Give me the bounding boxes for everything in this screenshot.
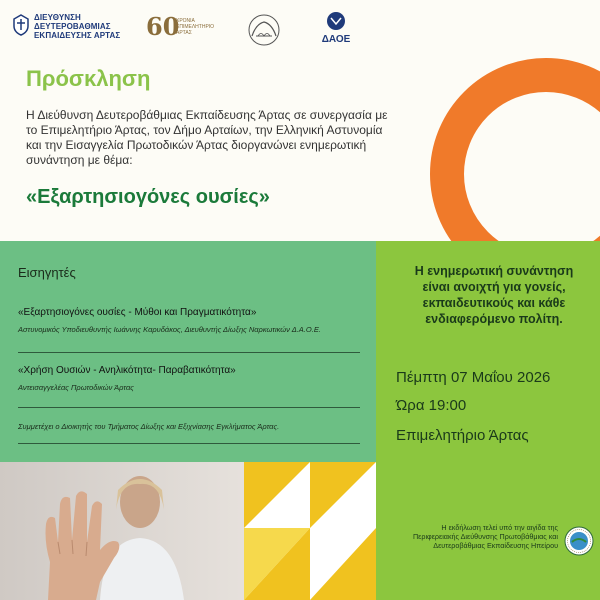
stop-hand-photo bbox=[0, 462, 244, 600]
open-line: είναι ανοιχτή για γονείς, bbox=[422, 280, 566, 294]
daoe-emblem-icon bbox=[316, 10, 356, 34]
auspice-line: Η εκδήλωση τελεί υπό την αιγίδα της bbox=[441, 523, 558, 532]
talk-title: «Χρήση Ουσιών - Ανηλικότητα- Παραβατικότητα» bbox=[18, 365, 236, 376]
dide-logo-line: ΕΚΠΑΙΔΕΥΣΗΣ ΑΡΤΑΣ bbox=[34, 31, 121, 40]
intro-line: Η Διεύθυνση Δευτεροβάθμιας Εκπαίδευσης Άρτας σε συνεργασία με bbox=[26, 108, 388, 122]
auspice-line: Δευτεροβάθμιας Εκπαίδευσης Ηπείρου bbox=[433, 541, 558, 550]
daoe-shield-icon bbox=[316, 10, 356, 50]
event-venue: Επιμελητήριο Άρτας bbox=[396, 427, 529, 444]
speakers-heading: Εισηγητές bbox=[18, 265, 76, 280]
event-time: Ώρα 19:00 bbox=[396, 397, 467, 414]
chamber-60-years-icon bbox=[146, 12, 224, 42]
divider bbox=[18, 407, 360, 408]
intro-line: συνάντηση με θέμα: bbox=[26, 153, 133, 167]
municipality-arta-icon bbox=[244, 12, 284, 48]
talk-item bbox=[18, 365, 358, 392]
dide-logo-line: ΔΙΕΥΘΥΝΣΗ bbox=[34, 13, 81, 22]
divider bbox=[18, 443, 360, 444]
intro-line: και την Εισαγγελία Πρωτοδικών Άρτας διοργανώνει ενημερωτική bbox=[26, 138, 367, 152]
daoe-logo-text: ΔΑΟΕ bbox=[321, 34, 351, 45]
logo-bar bbox=[0, 0, 600, 58]
page-title: Πρόσκληση bbox=[26, 66, 151, 91]
intro-line: το Επιμελητήριο Άρτας, τον Δήμο Αρταίων, την Ελληνική Αστυνομία bbox=[26, 123, 383, 137]
open-to-public-text bbox=[396, 263, 592, 327]
participation-note: Συμμετέχει ο Διοικητής του Τμήματος Δίωξης και Εξιχνίασης Εγκλήματος Άρτας. bbox=[18, 422, 280, 431]
region-epirus-seal-icon bbox=[564, 526, 594, 556]
talk-speaker: Αστυνομικός Υποδιευθυντής Ιωάννης Καρυδάκος, Διευθυντής Δίωξης Ναρκωτικών Δ.Α.Ο.Ε. bbox=[18, 325, 321, 334]
intro-paragraph bbox=[26, 108, 446, 168]
dide-logo-text bbox=[34, 13, 120, 40]
talk-title: «Εξαρτησιογόνες ουσίες - Μύθοι και Πραγματικότητα» bbox=[18, 307, 257, 318]
open-line: ενδιαφερόμενο πολίτη. bbox=[425, 312, 563, 326]
speakers-panel bbox=[0, 241, 376, 462]
open-line: Η ενημερωτική συνάντηση bbox=[414, 264, 574, 278]
open-line: εκπαιδευτικούς και κάθε bbox=[422, 296, 566, 310]
chamber-logo-number: 60 bbox=[146, 12, 180, 41]
event-topic: «Εξαρτησιογόνες ουσίες» bbox=[26, 186, 270, 208]
greek-eagle-emblem-icon bbox=[12, 14, 30, 36]
talk-speaker: Αντεισαγγελέας Πρωτοδικών Άρτας bbox=[18, 383, 134, 392]
dide-logo-line: ΔΕΥΤΕΡΟΒΑΘΜΙΑΣ bbox=[34, 22, 111, 31]
event-details-panel bbox=[376, 241, 600, 600]
auspice-line: Περιφερειακής Διεύθυνσης Πρωτοβάθμιας και bbox=[412, 532, 558, 541]
talk-item bbox=[18, 307, 358, 334]
auspice-text bbox=[386, 523, 558, 550]
event-date: Πέμπτη 07 Μαΐου 2026 bbox=[396, 369, 551, 386]
chamber-logo-text: ΧΡΟΝΙΑ ΕΠΙΜΕΛΗΤΗΡΙΟ ΑΡΤΑΣ bbox=[176, 18, 215, 36]
triangle-pattern-decoration bbox=[244, 462, 376, 600]
divider bbox=[18, 352, 360, 353]
